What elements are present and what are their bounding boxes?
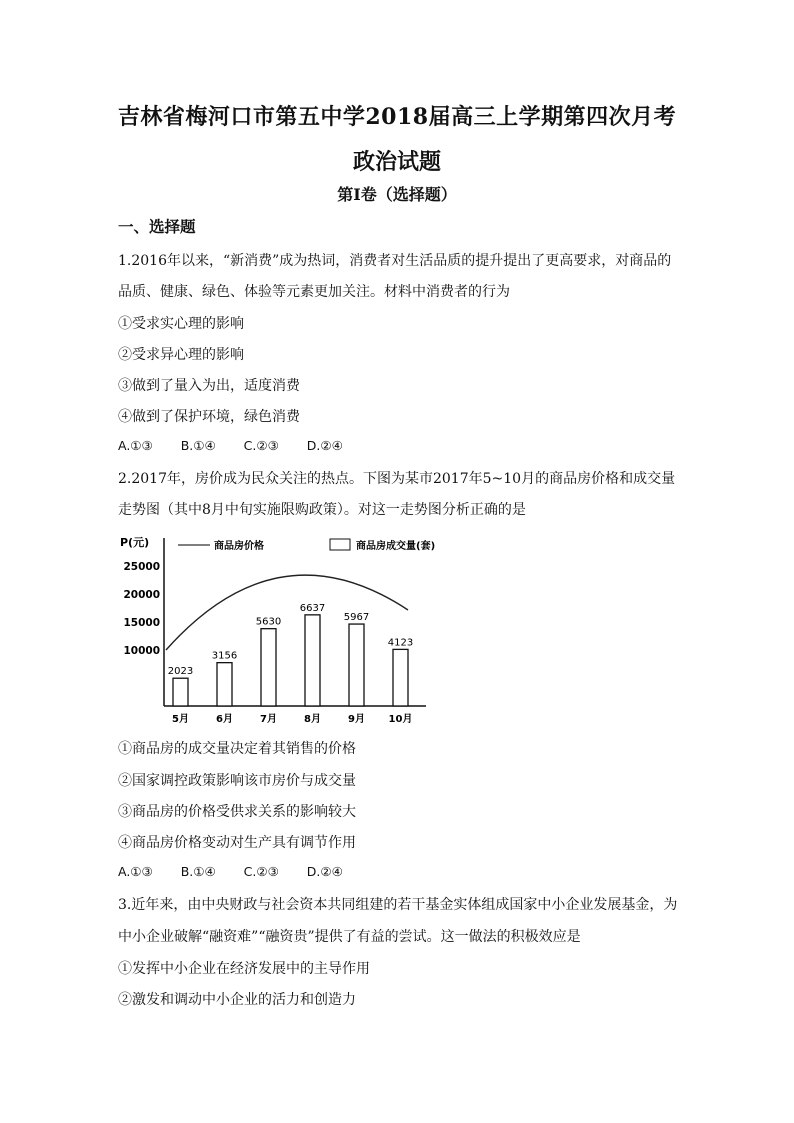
q3-statement-1: ①发挥中小企业在经济发展中的主导作用 (118, 961, 370, 977)
x-tick-label: 10月 (388, 714, 413, 725)
x-tick-label: 9月 (348, 714, 365, 725)
q3-stem-line2: 中小企业破解“融资难”“融资贵”提供了有益的尝试。这一做法的积极效应是 (118, 929, 581, 945)
q1-choice-d[interactable]: D.②④ (306, 438, 343, 453)
y-tick-label: 20000 (123, 589, 160, 601)
legend-bar-swatch (330, 539, 350, 550)
q2-statement-1: ①商品房的成交量决定着其销售的价格 (118, 741, 356, 757)
price-volume-chart (118, 528, 448, 728)
bar-value-label: 6637 (299, 602, 326, 614)
legend-volume: 商品房成交量(套) (356, 541, 436, 552)
q2-choice-a[interactable]: A.①③ (118, 864, 153, 879)
q2-stem-line2: 走势图（其中8月中旬实施限购政策）。对这一走势图分析正确的是 (118, 502, 526, 518)
q1-statement-1: ①受求实心理的影响 (118, 316, 244, 332)
q1-choice-a[interactable]: A.①③ (118, 438, 153, 453)
y-tick-label: 15000 (123, 617, 160, 629)
q2-choice-c[interactable]: C.②③ (243, 864, 279, 879)
x-tick-label: 7月 (260, 714, 277, 725)
q3-stem-line1: 3.近年来，由中央财政与社会资本共同组建的若干基金实体组成国家中小企业发展基金，为 (118, 897, 678, 913)
volume-bar (261, 629, 276, 706)
volume-bar (173, 678, 188, 706)
volume-bar (217, 663, 232, 706)
q2-choices (118, 864, 367, 879)
y-axis-label: P(元) (120, 536, 150, 549)
volume-bar (305, 615, 320, 706)
q2-statement-2: ②国家调控政策影响该市房价与成交量 (118, 773, 356, 789)
y-tick-label: 25000 (123, 561, 160, 573)
q1-stem-line2: 品质、健康、绿色、体验等元素更加关注。材料中消费者的行为 (118, 284, 510, 300)
bar-value-label: 3156 (211, 650, 238, 662)
volume-bar (393, 649, 408, 706)
q2-stem-line1: 2.2017年，房价成为民众关注的热点。下图为某市2017年5~10月的商品房价格和成交量 (118, 471, 676, 487)
price-curve (166, 575, 408, 650)
x-tick-label: 8月 (304, 714, 321, 725)
y-tick-label: 10000 (123, 645, 160, 657)
q1-statement-3: ③做到了量入为出，适度消费 (118, 378, 300, 394)
bar-value-label: 2023 (167, 666, 194, 678)
exam-title: 吉林省梅河口市第五中学2018届高三上学期第四次月考 (117, 104, 677, 130)
volume-heading: 第Ⅰ卷（选择题） (337, 185, 457, 204)
exam-subtitle: 政治试题 (352, 149, 441, 175)
q1-choice-c[interactable]: C.②③ (243, 438, 279, 453)
x-tick-label: 6月 (216, 714, 233, 725)
q1-choices (118, 438, 367, 453)
bar-value-label: 5967 (343, 612, 370, 624)
bar-value-label: 5630 (255, 616, 282, 628)
q3-statement-2: ②激发和调动中小企业的活力和创造力 (118, 992, 356, 1008)
volume-bar (349, 624, 364, 706)
q1-statement-2: ②受求异心理的影响 (118, 347, 244, 363)
q1-choice-b[interactable]: B.①④ (180, 438, 216, 453)
q2-choice-d[interactable]: D.②④ (306, 864, 343, 879)
q1-statement-4: ④做到了保护环境，绿色消费 (118, 409, 300, 425)
q2-statement-3: ③商品房的价格受供求关系的影响较大 (118, 804, 356, 820)
x-tick-label: 5月 (172, 714, 189, 725)
q2-choice-b[interactable]: B.①④ (180, 864, 216, 879)
legend-price: 商品房价格 (214, 541, 264, 552)
section-heading: 一、选择题 (118, 217, 196, 236)
q2-statement-4: ④商品房价格变动对生产具有调节作用 (118, 835, 356, 851)
bar-value-label: 4123 (387, 637, 414, 649)
q1-stem-line1: 1.2016年以来，“新消费”成为热词，消费者对生活品质的提升提出了更高要求，对商品的 (118, 253, 672, 269)
